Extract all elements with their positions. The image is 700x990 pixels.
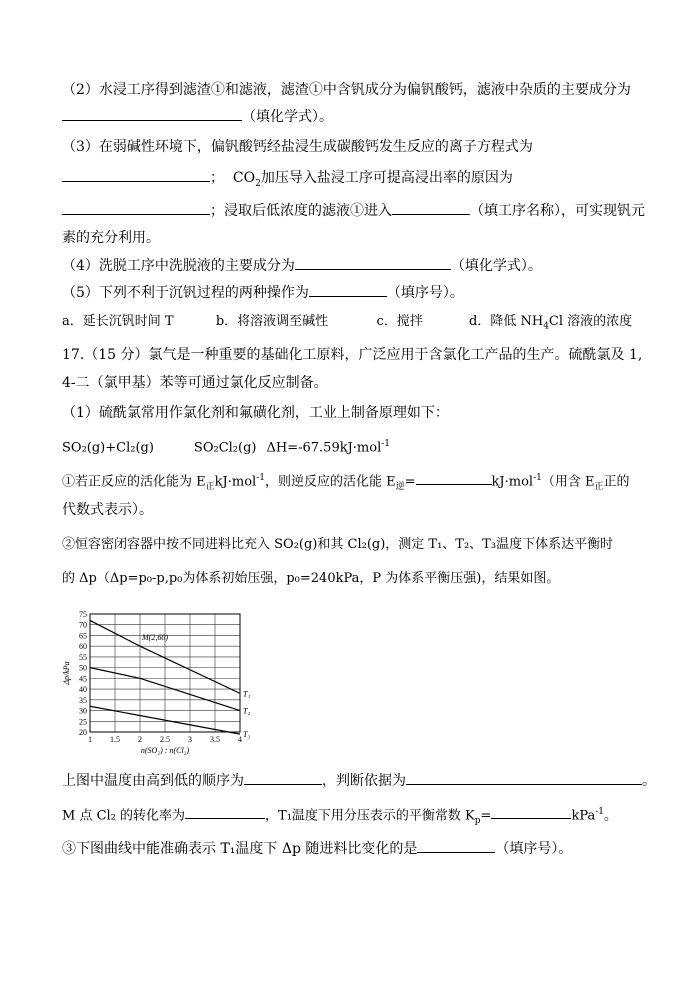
q5-line: （5）下列不利于沉钒过程的两种操作为 （填序号）。 xyxy=(62,282,464,303)
x-tick-label: 3 xyxy=(188,735,192,744)
q17-equation: SO₂(g)+Cl₂(g) SO₂Cl₂(g) ΔH=-67.59kJ·mol$^{-1}$ xyxy=(62,439,391,456)
q3-equation-blank[interactable] xyxy=(62,167,210,182)
y-tick-label: 75 xyxy=(79,610,87,619)
q4-line: （4）洗脱工序中洗脱液的主要成分为 （填化学式）。 xyxy=(62,255,542,276)
y-tick-label: 40 xyxy=(79,685,87,695)
q2-answer-blank[interactable] xyxy=(62,106,242,121)
y-tick-label: 70 xyxy=(79,620,87,630)
sub3-blank[interactable] xyxy=(417,838,495,853)
series-label-2: T₂ xyxy=(243,706,251,716)
q3-line3: ；浸取后低浓度的滤液①进入 （填工序名称），可实现钒元 xyxy=(62,200,645,221)
q17-sub1-blank[interactable] xyxy=(416,470,492,485)
delta-p-chart xyxy=(60,604,256,756)
point-annotation: M(2,60) xyxy=(142,633,168,643)
q17-part1: （1）硫酰氯常用作氯化剂和氟磺化剂，工业上制备原理如下： xyxy=(62,405,449,421)
y-tick-label: 55 xyxy=(79,652,87,662)
option-b: b．将溶液调至碱性 xyxy=(215,314,329,329)
x-tick-label: 2 xyxy=(138,735,142,744)
y-tick-label: 45 xyxy=(79,674,87,684)
option-d: d．降低 $NH_4Cl$ 溶液的浓度 xyxy=(469,314,633,332)
x-tick-label: 3.5 xyxy=(210,735,220,744)
series-label-1: T₁ xyxy=(243,689,251,699)
q17-sub1-line2: 代数式表示）。 xyxy=(62,502,153,518)
y-axis-label: Δp/kPa xyxy=(62,661,71,685)
q3-line4: 素的充分利用。 xyxy=(62,230,160,246)
q17-sub2-line2: 的 Δp（Δp=p₀-p,p₀为体系初始压强，p₀=240kPa，P 为体系平衡压强)，结果如图。 xyxy=(62,571,560,586)
y-tick-label: 60 xyxy=(79,642,87,652)
temp-order-blank[interactable] xyxy=(244,770,322,785)
q17-line1: 17.（15 分）氯气是一种重要的基础化工原料，广泛应用于含氯化工产品的生产。硫酰氯及 1, xyxy=(62,347,643,363)
q17-line2: 4-二（氯甲基）苯等可通过氯化反应制备。 xyxy=(62,375,328,391)
option-c: c．搅拌 xyxy=(376,314,423,329)
x-tick-label: 1.5 xyxy=(110,735,120,744)
y-tick-label: 30 xyxy=(79,706,87,716)
x-axis-label: n(SO₂) : n(Cl₂) xyxy=(140,746,190,755)
q5-options xyxy=(62,312,632,337)
kp-blank[interactable] xyxy=(491,804,571,819)
q4-answer-blank[interactable] xyxy=(295,255,451,270)
y-tick-label: 50 xyxy=(79,663,87,673)
q3-line2: ； $CO_2$加压导入盐浸工序可提高浸出率的原因为 xyxy=(62,167,513,194)
q3-line1: （3）在弱碱性环境下，偏钒酸钙经盐浸生成碳酸钙发生反应的离子方程式为 xyxy=(62,139,533,155)
y-tick-label: 25 xyxy=(79,717,87,727)
basis-blank[interactable] xyxy=(406,770,642,785)
y-tick-label: 35 xyxy=(79,695,87,705)
x-tick-label: 1 xyxy=(88,735,92,744)
series-label-3: T₃ xyxy=(243,730,251,740)
q17-sub3: ③下图曲线中能准确表示 T₁温度下 Δp 随进料比变化的是 （填序号）。 xyxy=(62,838,572,859)
q17-sub2-line1: ②恒容密闭容器中按不同进料比充入 SO₂(g)和其 Cl₂(g)，测定 T₁、T₂、T₃温度下体系达平衡时 xyxy=(62,537,614,552)
y-tick-label: 65 xyxy=(79,631,87,641)
y-tick-label: 20 xyxy=(79,728,87,737)
q3-process-blank[interactable] xyxy=(392,200,470,215)
q2-line2: （填化学式）。 xyxy=(62,106,333,127)
x-tick-label: 2.5 xyxy=(160,735,170,744)
q17-after1: 上图中温度由高到低的顺序为 ，判断依据为 。 xyxy=(62,770,656,791)
q2-line1: （2）水浸工序得到滤渣①和滤液，滤渣①中含钒成分为偏钒酸钙，滤液中杂质的主要成分为 xyxy=(62,82,631,98)
q3-reason-blank[interactable] xyxy=(62,200,210,215)
option-a: a．延长沉钒时间 T xyxy=(62,314,174,329)
q17-after2: M 点 Cl₂ 的转化率为 ，T₁温度下用分压表示的平衡常数 $K_p= kPa^{-1}$。 xyxy=(62,802,617,831)
q17-sub1: ①若正反应的活化能为 $E_正kJ\cdot mol^{-1}$，则逆反应的活化能 $E_逆= kJ\cdot mol^{-1}$（用含 $E_正$正的 xyxy=(62,468,630,497)
conversion-blank[interactable] xyxy=(185,804,265,819)
q5-answer-blank[interactable] xyxy=(309,282,387,297)
x-tick-label: 4 xyxy=(238,735,242,744)
